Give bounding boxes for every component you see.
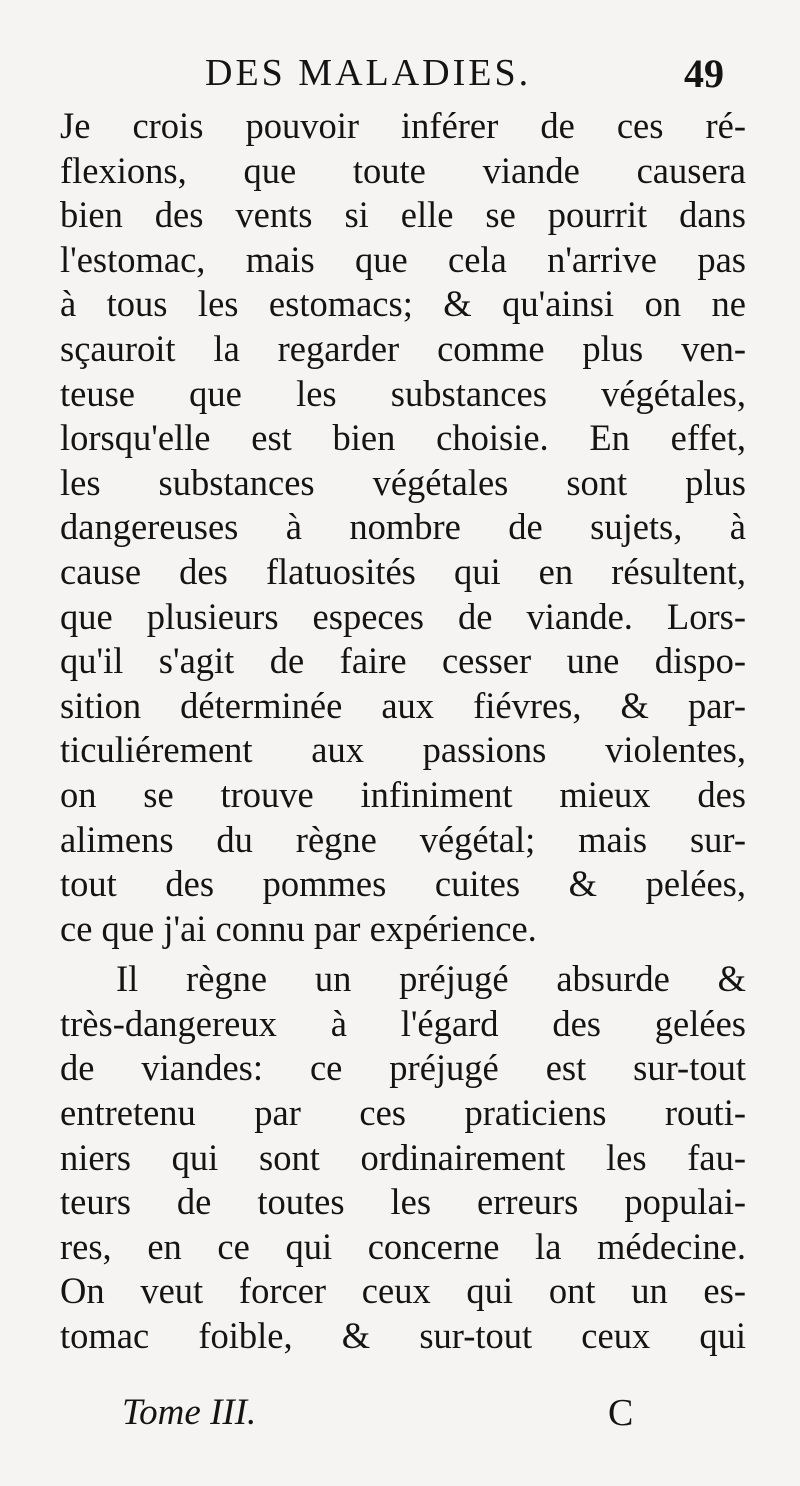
volume-signature: Tome III.	[122, 1392, 257, 1433]
text-line: teurs de toutes les erreurs populai-	[60, 1181, 746, 1223]
page-number: 49	[684, 51, 724, 96]
text-line: ce que j'ai connu par expérience.	[60, 907, 537, 949]
paragraph-1	[60, 104, 746, 951]
text-line: bien des vents si elle se pourrit dans	[60, 194, 746, 236]
text-line: on se trouve infiniment mieux des	[60, 773, 746, 815]
text-line: teuse que les substances végétales,	[60, 372, 746, 414]
page-footer	[0, 1394, 800, 1444]
text-line: cause des flatuosités qui en résultent,	[60, 550, 746, 592]
paragraph-2	[60, 957, 746, 1358]
running-head-title: DES MALADIES.	[205, 52, 532, 94]
gathering-mark: C	[608, 1392, 634, 1434]
text-line: flexions, que toute viande causera	[60, 149, 746, 191]
text-line: tout des pommes cuites & pelées,	[60, 863, 746, 905]
text-line: alimens du règne végétal; mais sur-	[60, 818, 746, 860]
running-head	[0, 48, 800, 108]
text-line: tomac foible, & sur-tout ceux qui	[60, 1315, 746, 1357]
text-line: que plusieurs especes de viande. Lors-	[60, 595, 746, 637]
text-line: les substances végétales sont plus	[60, 461, 746, 503]
text-line: l'estomac, mais que cela n'arrive pas	[60, 238, 746, 280]
text-line: dangereuses à nombre de sujets, à	[60, 506, 746, 548]
body-text	[60, 104, 746, 1359]
text-line: niers qui sont ordinairement les fau-	[60, 1136, 746, 1178]
text-line: à tous les estomacs; & qu'ainsi on ne	[60, 283, 746, 325]
text-line: On veut forcer ceux qui ont un es-	[60, 1270, 746, 1312]
text-line: Je crois pouvoir inférer de ces ré-	[60, 105, 746, 146]
text-line: sition déterminée aux fiévres, & par-	[60, 684, 746, 726]
text-line: lorsqu'elle est bien choisie. En effet,	[60, 417, 746, 459]
text-line: res, en ce qui concerne la médecine.	[60, 1225, 746, 1267]
text-line: de viandes: ce préjugé est sur-tout	[60, 1047, 746, 1089]
text-line: sçauroit la regarder comme plus ven-	[60, 327, 746, 369]
text-line: Il règne un préjugé absurde &	[116, 958, 746, 1000]
text-line: entretenu par ces praticiens routi-	[60, 1092, 746, 1134]
text-line: ticuliérement aux passions violentes,	[60, 729, 746, 771]
text-line: qu'il s'agit de faire cesser une dispo-	[60, 640, 746, 682]
text-line: très-dangereux à l'égard des gelées	[60, 1002, 746, 1044]
